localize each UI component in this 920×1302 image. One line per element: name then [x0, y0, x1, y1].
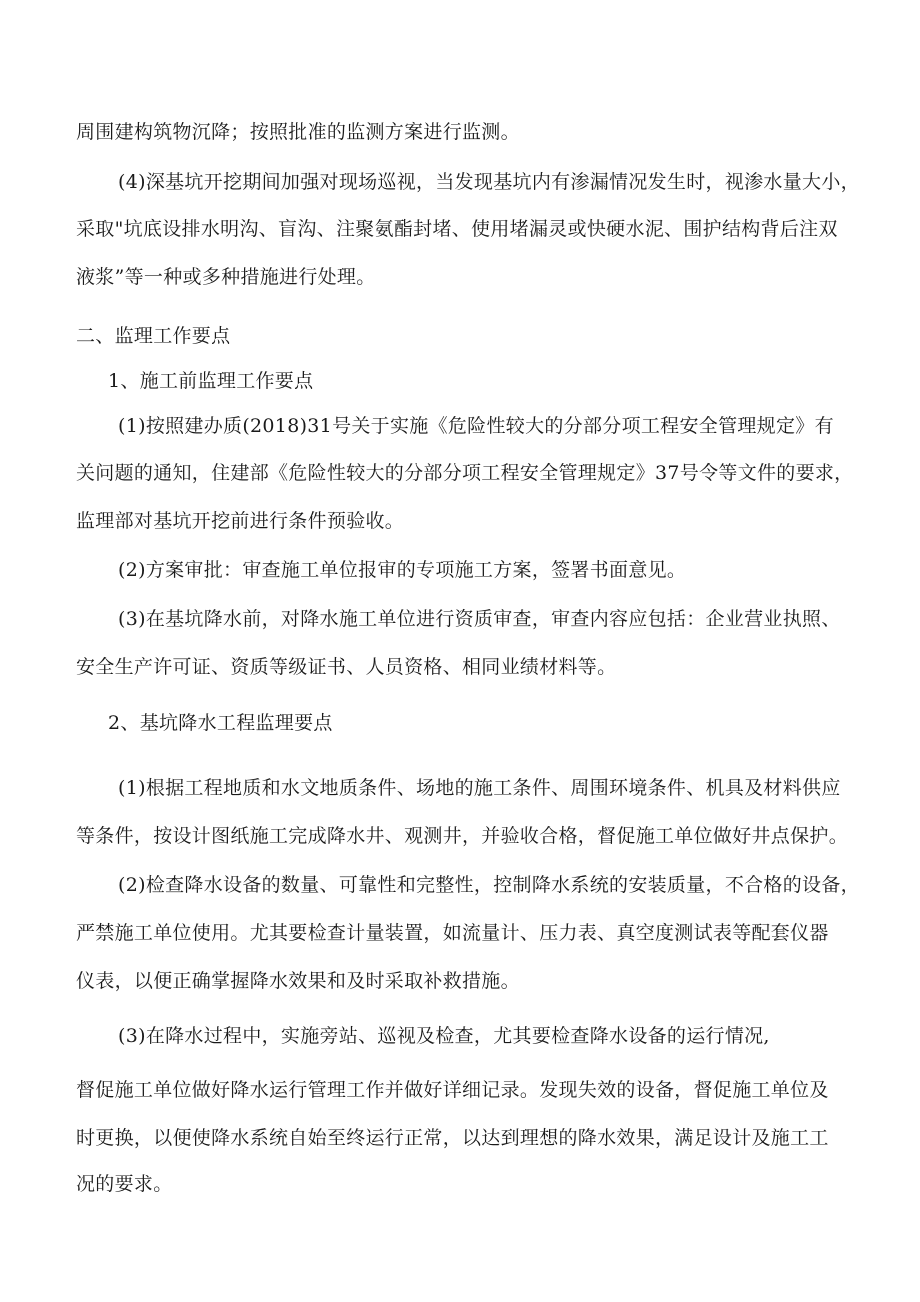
text-line: 况的要求。	[76, 1173, 173, 1195]
text-line: 督促施工单位做好降水运行管理工作并做好详细记录。发现失效的设备，督促施工单位及	[76, 1079, 829, 1101]
text-line: 监理部对基坑开挖前进行条件预验收。	[76, 510, 405, 532]
text-line: 时更换，以便使降水系统自始至终运行正常，以达到理想的降水效果，满足设计及施工工	[76, 1127, 829, 1149]
text-line: (3)在降水过程中，实施旁站、巡视及检查，尤其要检查降水设备的运行情况,	[118, 1025, 770, 1047]
text-line: (3)在基坑降水前，对降水施工单位进行资质审查，审查内容应包括：企业营业执照、	[118, 608, 841, 630]
text-line: 仪表，以便正确掌握降水效果和及时采取补救措施。	[76, 970, 520, 992]
subsection-heading: 2、基坑降水工程监理要点	[108, 712, 333, 734]
text-line: 等条件，按设计图纸施工完成降水井、观测井，并验收合格，督促施工单位做好井点保护。	[76, 825, 849, 847]
subsection-heading: 1、施工前监理工作要点	[108, 370, 314, 392]
text-line: 关问题的通知，住建部《危险性较大的分部分项工程安全管理规定》37号令等文件的要求，	[76, 462, 854, 484]
text-line: 周围建构筑物沉降；按照批准的监测方案进行监测。	[76, 121, 520, 143]
text-line: (1)按照建办质(2018)31号关于实施《危险性较大的分部分项工程安全管理规定》有	[118, 415, 834, 437]
text-line: (2)检查降水设备的数量、可靠性和完整性，控制降水系统的安装质量，不合格的设备，	[118, 874, 860, 896]
text-line: (2)方案审批：审查施工单位报审的专项施工方案，签署书面意见。	[118, 559, 687, 581]
section-heading: 二、监理工作要点	[76, 325, 231, 347]
text-line: (4)深基坑开挖期间加强对现场巡视，当发现基坑内有渗漏情况发生时，视渗水量大小，	[118, 171, 860, 193]
text-line: 严禁施工单位使用。尤其要检查计量装置，如流量计、压力表、真空度测试表等配套仪器	[76, 922, 829, 944]
text-line: 采取"坑底设排水明沟、盲沟、注聚氨酯封堵、使用堵漏灵或快硬水泥、围护结构背后注双	[76, 218, 838, 240]
text-line: (1)根据工程地质和水文地质条件、场地的施工条件、周围环境条件、机具及材料供应	[118, 777, 841, 799]
text-line: 安全生产许可证、资质等级证书、人员资格、相同业绩材料等。	[76, 656, 617, 678]
text-line: 液浆”等一种或多种措施进行处理。	[76, 266, 376, 288]
